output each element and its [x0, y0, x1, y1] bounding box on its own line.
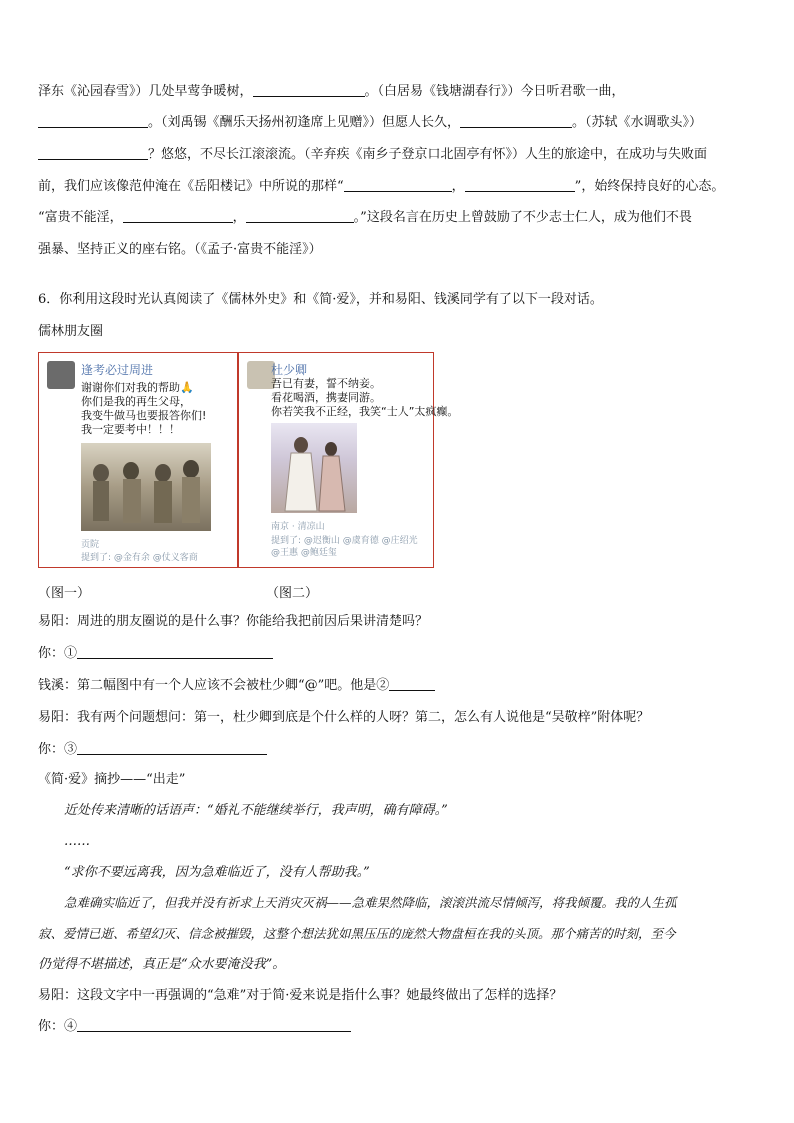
text: 。”这段名言在历史上曾鼓励了不少志士仁人，成为他们不畏 — [353, 210, 692, 225]
poem-line-3 — [38, 145, 758, 165]
answer-blank[interactable] — [253, 82, 365, 97]
couple-illustration — [271, 423, 357, 513]
answer-blank[interactable] — [465, 177, 575, 192]
text: ？悠悠，不尽长江滚滚流。（辛弃疾《南乡子登京口北固亭有怀》）人生的旅途中，在成功与失败面 — [148, 147, 708, 162]
excerpt-line-5: 仍觉得不堪描述，真正是“众水要淹没我”。 — [38, 957, 286, 972]
excerpt-line-1: 近处传来清晰的话语声：“婚礼不能继续举行，我声明，确有障碍。” — [64, 803, 448, 818]
avatar — [47, 361, 75, 389]
post-text-4: 我一定要考中！！！ — [81, 423, 180, 436]
excerpt-line-4: 寂、爱情已逝、希望幻灭、信念被摧毁，这整个想法犹如黑压压的庞然大物盘桓在我的头顶。那个痛苦的时刻，至今 — [38, 926, 676, 941]
dialogue-4: 易阳：这段文字中一再强调的“急难”对于简·爱来说是指什么事？她最终做出了怎样的选择？ — [38, 988, 563, 1003]
text: 。（苏轼《水调歌头》） — [572, 115, 703, 130]
excerpt-ellipsis: …… — [64, 834, 90, 849]
poem-line-6 — [38, 240, 758, 260]
text: “富贵不能淫， — [38, 210, 123, 225]
post-mentions: 提到了: @迟衡山 @虞育德 @庄绍光 — [271, 536, 418, 546]
answer-blank[interactable] — [38, 113, 148, 128]
post-text-2: 你们是我的再生父母， — [81, 395, 191, 408]
post-mentions-2: @王惠 @鲍廷玺 — [271, 548, 337, 558]
poem-line-4 — [38, 177, 758, 197]
answer-3 — [38, 740, 758, 760]
text: ， — [232, 210, 246, 225]
text: 你：① — [38, 646, 78, 661]
answer-blank[interactable] — [123, 208, 233, 223]
poem-line-1 — [38, 82, 758, 102]
post-image — [271, 423, 357, 513]
dialogue-2 — [38, 676, 758, 696]
poem-line-5 — [38, 208, 758, 228]
circle-title: 儒林朋友圈 — [38, 324, 104, 339]
text: 前，我们应该像范仲淹在《岳阳楼记》中所说的那样“ — [38, 179, 344, 194]
answer-blank[interactable] — [77, 1017, 351, 1032]
text: 。（白居易《钱塘湖春行》）今日听君歌一曲， — [364, 84, 625, 99]
text: ”，始终保持良好的心态。 — [574, 179, 725, 194]
post-mentions: 提到了: @金有余 @仗义客商 — [81, 553, 198, 563]
text: 你：③ — [38, 742, 78, 757]
excerpt-title: 《简·爱》摘抄——“出走” — [38, 772, 186, 787]
excerpt-line-3: 急难确实临近了，但我并没有祈求上天消灾灭祸——急难果然降临，滚滚洪流尽情倾泻，将我倾覆。我的人生孤 — [64, 895, 677, 910]
post-text-1: 吾已有妻，誓不纳妾。 — [271, 377, 381, 390]
excerpt-line-2: “求你不要远离我，因为急难临近了，没有人帮助我。” — [64, 865, 370, 880]
post-author: 逢考必过周进 — [81, 363, 154, 377]
scholars-illustration — [81, 443, 211, 531]
moment-post-2 — [238, 352, 459, 568]
answer-blank[interactable] — [77, 644, 273, 659]
post-author: 杜少卿 — [271, 363, 308, 377]
text: 泽东《沁园春雪》）几处早莺争暖树， — [38, 84, 253, 99]
question-6-intro: 6．你利用这段时光认真阅读了《儒林外史》和《简·爱》，并和易阳、钱溪同学有了以下一段对话。 — [38, 292, 603, 307]
answer-blank[interactable] — [460, 113, 572, 128]
post-text-1: 谢谢你们对我的帮助🙏 — [81, 381, 194, 394]
post-location: 贡院 — [81, 540, 100, 550]
answer-4 — [38, 1017, 758, 1037]
post-location: 南京 · 清凉山 — [271, 522, 325, 532]
text: ， — [451, 179, 465, 194]
answer-blank[interactable] — [77, 740, 267, 755]
moment-post-1 — [38, 352, 238, 568]
answer-blank[interactable] — [344, 177, 452, 192]
answer-1 — [38, 644, 758, 664]
post-text-3: 你若笑我不正经，我笑“士人”太疯癫。 — [271, 405, 459, 418]
post-text-3: 我变牛做马也要报答你们! — [81, 409, 207, 422]
text: 强暴、坚持正义的座右铭。（《孟子·富贵不能淫》） — [38, 242, 322, 257]
answer-blank[interactable] — [38, 145, 148, 160]
figure-2-caption: （图二） — [266, 586, 319, 601]
text: 钱溪：第二幅图中有一个人应该不会被杜少卿“@”吧。他是② — [38, 678, 390, 693]
answer-blank[interactable] — [389, 676, 435, 691]
dialogue-1: 易阳：周进的朋友圈说的是什么事？你能给我把前因后果讲清楚吗？ — [38, 614, 429, 629]
answer-blank[interactable] — [246, 208, 354, 223]
text: 你：④ — [38, 1019, 78, 1034]
dialogue-3: 易阳：我有两个问题想问：第一，杜少卿到底是个什么样的人呀？第二，怎么有人说他是“吴敬梓”附体呢？ — [38, 710, 650, 725]
post-image — [81, 443, 211, 531]
text: 。（刘禹锡《酬乐天扬州初逢席上见赠》）但愿人长久， — [148, 115, 461, 130]
poem-line-2 — [38, 113, 758, 133]
post-text-2: 看花喝酒，携妻同游。 — [271, 391, 381, 404]
figure-1-caption: （图一） — [38, 586, 91, 601]
